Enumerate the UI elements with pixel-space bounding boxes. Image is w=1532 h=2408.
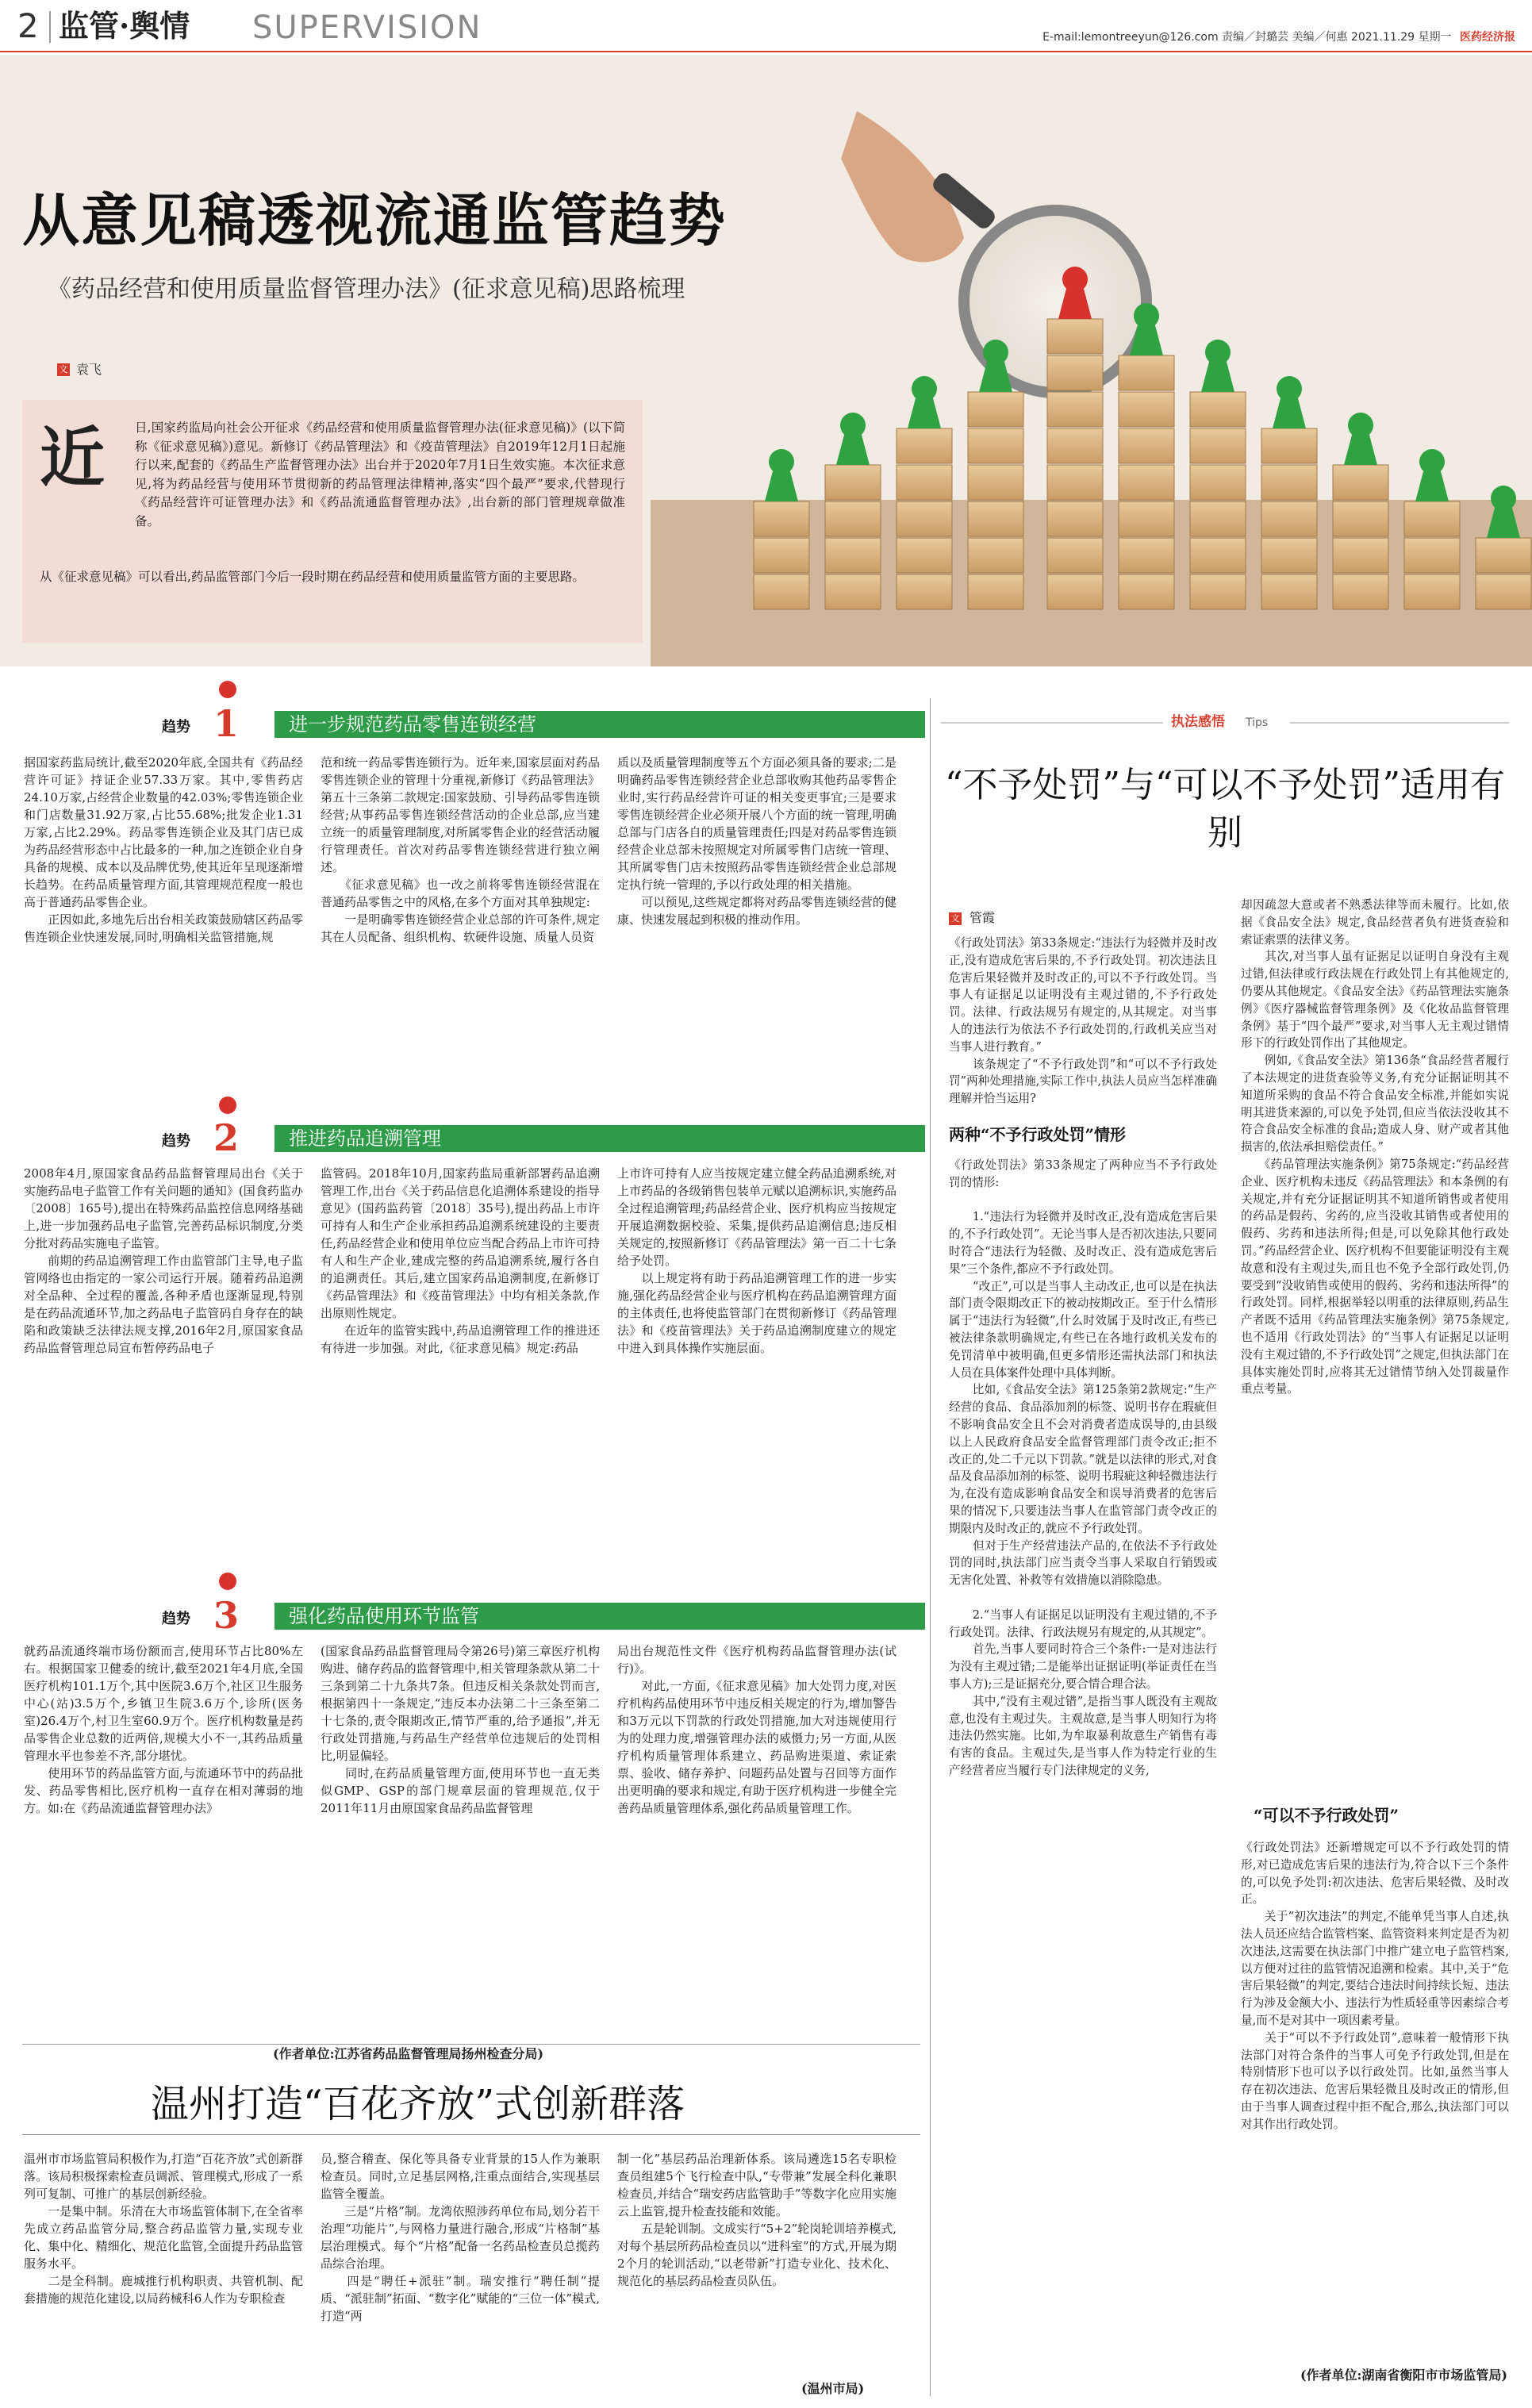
pawn-icon (219, 681, 236, 698)
wenzhou-column: 温州市市场监管局积极作为,打造“百花齐放”式创新群落。该局积极探索检查员调派、管理模式,形成了一系列可复制、可推广的基层创新经验。 一是集中制。乐清在大市场监管体制下,在全省率先成立药品监管分局,整合药品监管力量,实现专业化、集中化、精细化、规范化监管,全面提升药品监管服务水平。 二是全科制。鹿城推行机构职责、共管机制、配套措施的规范化建设,以局药械科6人作为专职检查 (24, 2152, 303, 2306)
wood-block (1190, 465, 1246, 500)
wenzhou-column: 员,整合稽查、保化等具备专业背景的15人作为兼职检查员。同时,立足基层网格,注重点面结合,实现基层监管全覆盖。 三是“片格”制。龙湾依照涉药单位布局,划分若干治理“功能片”,与网格力量进行融合,形成“片格制”基层治理模式。每个“片格”配备一名药品检查员总揽药品综合治理。 四是“聘任+派驻”制。瑞安推行“聘任制”提质、“派驻制”拓面、“数字化”赋能的“三位一体”模式,打造“两 (321, 2152, 600, 2323)
wood-block (1476, 574, 1531, 609)
tips-credit: (作者单位:湖南省衡阳市市场监管局) (1300, 2368, 1507, 2383)
masthead-divider (49, 11, 51, 43)
trend-label: 趋势 (162, 1611, 190, 1627)
wood-block (1047, 574, 1103, 609)
pawn-icon (219, 1096, 236, 1114)
wood-block (897, 501, 952, 536)
divider (22, 2044, 920, 2045)
wood-block (754, 574, 809, 609)
pawn-head (1062, 267, 1088, 292)
wood-block (968, 428, 1023, 463)
trend-title-bar: 强化药品使用环节监管 (275, 1603, 925, 1630)
lead-drop-cap: 近 (40, 420, 106, 496)
wood-block (1047, 355, 1103, 390)
wood-block (1119, 392, 1174, 427)
wood-block (825, 574, 881, 609)
divider (22, 2134, 920, 2135)
tips-label-en: Tips (1246, 716, 1269, 729)
wood-block (897, 574, 952, 609)
section-title: 监管·舆情 (59, 8, 190, 44)
tips-label: 执法感悟 (1171, 714, 1225, 730)
paper-name: 医药经济报 (1460, 31, 1515, 44)
wood-block (1404, 501, 1460, 536)
tips-subheading: “可以不予行政处罚” (1254, 1806, 1400, 1825)
wood-block (897, 428, 952, 463)
pawn-head (1205, 340, 1231, 365)
headline: 从意见稿透视流通监管趋势 (22, 186, 728, 254)
wood-block (1047, 501, 1103, 536)
wood-block (1404, 538, 1460, 573)
pawn-head (1348, 413, 1373, 438)
pawn-head (1277, 376, 1302, 401)
trend-label: 趋势 (162, 719, 190, 735)
wood-block (1119, 428, 1174, 463)
lead-text-2: 从《征求意见稿》可以看出,药品监管部门今后一段时期在药品经营和使用质量监管方面的主要思路。 (40, 570, 585, 584)
wood-block (1119, 538, 1174, 573)
masthead-meta (984, 30, 1515, 44)
wood-block (1261, 465, 1317, 500)
trend-column: 监管码。2018年10月,国家药监局重新部署药品追溯管理工作,出台《关于药品信息化追溯体系建设的指导意见》(国药监药管〔2018〕35号),提出药品上市许可持有人和生产企业承担药品追溯系统建设的主要责任,药品经营企业和使用单位应当配合药品上市许可持有人和生产企业,建成完整的药品追溯系统,履行各自的追溯责任。其后,建立国家药品追溯制度,在新修订《药品管理法》和《疫苗管理法》中均有相关条款,作出原则性规定。 在近年的监管实践中,药品追溯管理工作的推进还有待进一步加强。对此,《征求意见稿》规定:药品 (321, 1166, 600, 1355)
wenzhou-title: 温州打造“百花齐放”式创新群落 (151, 2082, 685, 2126)
wood-block (754, 538, 809, 573)
masthead (0, 0, 1532, 52)
pawn-head (1134, 303, 1159, 328)
tips-column: 《行政处罚法》还新增规定可以不予行政处罚的情形,对已造成危害后果的违法行为,符合以下三个条件的,可以免予处罚:初次违法、危害后果轻微、及时改正。 关于“初次违法”的判定,不能单凭当事人自述,执法人员还应结合监管档案、监管资料来判定是否为初次违法,这需要在执法部门中推广建立电子监管档案,以方便对过往的监管情况追溯和检索。其中,关于“危害后果轻微”的判定,要结合违法时间持续长短、违法行为涉及金额大小、违法行为性质轻重等因素综合考量,而不是对其中一项因素考量。 关于“可以不予行政处罚”,意味着一般情形下执法部门对符合条件的当事人可免予行政处罚,但是在特别情形下也可以予以行政处罚。比如,虽然当事人存在初次违法、危害后果轻微且及时改正的情形,但由于当事人调查过程中拒不配合,那么,执法部门可以对其作出行政处罚。 (1241, 1841, 1509, 2131)
trend-label: 趋势 (162, 1133, 190, 1150)
tips-column: 却因疏忽大意或者不熟悉法律等而未履行。比如,依据《食品安全法》规定,食品经营者负有进货查验和索证索票的法律义务。 其次,对当事人虽有证据足以证明自身没有主观过错,但法律或行政法规在行政处罚上有其他规定的,仍要从其他规定。《食品安全法》《药品管理法实施条例》《医疗器械监督管理条例》及《化妆品监督管理条例》基于“四个最严”要求,对当事人无主观过错情形下的行政处罚作出了其他规定。 例如,《食品安全法》第136条“食品经营者履行了本法规定的进货查验等义务,有充分证据证明其不知道所采购的食品不符合食品安全标准,并能如实说明其进货来源的,可以免予处罚,但应当依法没收其不符合食品安全标准的食品;造成人身、财产或者其他损害的,依法承担赔偿责任。” 《药品管理法实施条例》第75条规定:“药品经营企业、医疗机构未违反《药品管理法》和本条例的有关规定,并有充分证据证明其不知道所销售或者使用的药品是假药、劣药的,应当没收其销售或者使用的假药、劣药和违法所得;但是,可以免除其他行政处罚。”药品经营企业、医疗机构不但要能证明没有主观故意和没有主观过失,而且也不免予全部行政处罚,仍要受到“没收销售或使用的假药、劣药和违法所得”的行政处罚。同样,根据举轻以明重的法律原则,药品生产者既不适用《药品管理法实施条例》第75条规定,也不适用《行政处罚法》的“当事人有证据足以证明没有主观过错的,不予行政处罚”之规定,但执法部门在具体实施处罚时,应将其无过错情节纳入处罚裁量作重点考量。 (1241, 898, 1509, 1396)
trend-number: 3 (213, 1594, 239, 1637)
author-name: 袁飞 (76, 362, 102, 377)
wood-block (1047, 428, 1103, 463)
trend-title-bar: 进一步规范药品零售连锁经营 (275, 711, 925, 738)
wood-block (825, 465, 881, 500)
wood-block (1119, 501, 1174, 536)
wood-block (1261, 538, 1317, 573)
trend-column: 范和统一药品零售连锁行为。近年来,国家层面对药品零售连锁企业的管理十分重视,新修订《药品管理法》第五十三条第二款规定:国家鼓励、引导药品零售连锁经营;从事药品零售连锁经营活动的企业总部,应当建立统一的质量管理制度,对所属零售企业的经营活动履行管理责任。首次对药品零售连锁经营进行独立阐述。 《征求意见稿》也一改之前将零售连锁经营混在普通药品零售之中的风格,在多个方面对其单独规定: 一是明确零售连锁经营企业总部的许可条件,规定其在人员配备、组织机构、软硬件设施、质量人员资 (321, 755, 600, 944)
trend-number: 2 (213, 1116, 239, 1159)
section-title-en: SUPERVISION (252, 10, 482, 46)
wood-block (1190, 538, 1246, 573)
column-rule (930, 698, 931, 2396)
trend-column: (国家食品药品监督管理局令第26号)第三章医疗机构购进、储存药品的监督管理中,相关管理条款从第二十三条到第二十九条共7条。但违反相关条款处罚而言,根据第四十一条规定,“违反本办法第二十三条至第二十七条的,责令限期改正,情节严重的,给予通报”,并无行政处罚措施,与药品生产经营单位违规后的处罚相比,明显偏轻。 同时,在药品质量管理方面,使用环节也一直无类似GMP、GSP的部门规章层面的管理规范,仅于2011年11月由原国家食品药品监督管理 (321, 1644, 600, 1815)
wood-block (968, 501, 1023, 536)
pawn-head (1419, 449, 1445, 474)
wood-block (968, 392, 1023, 427)
wood-block (897, 538, 952, 573)
wood-block (1476, 538, 1531, 573)
trend-column: 上市许可持有人应当按规定建立健全药品追溯系统,对上市药品的各级销售包装单元赋以追溯标识,实施药品全过程追溯管理;药品经营企业、医疗机构应当按规定开展追溯数据校验、采集,提供药品追溯信息;违反相关规定的,按照新修订《药品管理法》第一百二十七条给予处罚。 以上规定将有助于药品追溯管理工作的进一步实施,强化药品经营企业与医疗机构在药品追溯管理方面的主体责任,也将使监管部门在贯彻新修订《药品管理法》和《疫苗管理法》关于药品追溯制度建立的规定中进入到具体操作实施层面。 (617, 1166, 897, 1355)
wood-block (1333, 574, 1388, 609)
tips-title: “不予处罚”与“可以不予处罚”适用有别 (945, 765, 1505, 853)
wood-block (968, 574, 1023, 609)
wood-block (1190, 574, 1246, 609)
tips-subheading: 两种“不予行政处罚”情形 (949, 1125, 1127, 1144)
wood-block (897, 465, 952, 500)
tips-column: 《行政处罚法》第33条规定了两种应当不予行政处罚的情形: 1.“违法行为轻微并及时改正,没有造成危害后果的,不予行政处罚”。无论当事人是否初次违法,只要同时符合“违法行为轻微、及时改正、没有造成危害后果”三个条件,都应不予行政处罚。 “改正”,可以是当事人主动改正,也可以是在执法部门责令限期改正下的被动按期改正。至于什么情形属于“违法行为轻微”,什么时效属于及时改正,有些已被法律条款明确规定,有些已在各地行政机关发布的免罚清单中被明确,但更多情形还需执法部门和执法人员在具体案件处理中具体判断。 比如,《食品安全法》第125条第2款规定:“生产经营的食品、食品添加剂的标签、说明书存在瑕疵但不影响食品安全且不会对消费者造成误导的,由县级以上人民政府食品安全监督管理部门责令改正;拒不改正的,处二千元以下罚款。”就是以法律的形式,对食品及食品添加剂的标签、说明书瑕疵这种轻微违法行为,在没有造成影响食品安全和误导消费者的危害后果的情况下,只要违法当事人在监管部门责令改正的期限内及时改正的,就应不予行政处罚。 但对于生产经营违法产品的,在依法不予行政处罚的同时,执法部门应当责令当事人采取自行销毁或无害化处置、补救等有效措施以消除隐患。 2.“当事人有证据足以证明没有主观过错的,不予行政处罚。法律、行政法规另有规定的,从其规定”。 首先,当事人要同时符合三个条件:一是对违法行为没有主观过错;二是能举出证据证明(举证责任在当事人方);三是证据充分,要合情合理合法。 其中,“没有主观过错”,是指当事人既没有主观故意,也没有主观过失。主观故意,是当事人明知行为将违法仍然实施。比如,为牟取暴利故意生产销售有毒有害的食品。主观过失,是当事人作为特定行业的生产经营者应当履行专门法律规定的义务, (949, 1158, 1217, 1777)
pawn-head (983, 340, 1008, 365)
wood-block (1047, 319, 1103, 354)
trend-column: 据国家药监局统计,截至2020年底,全国共有《药品经营许可证》持证企业57.33万家。其中,零售药店24.10万家,占经营企业数量的42.03%;零售连锁企业和门店数量31.92万家,占比55.68%;批发企业1.31万家,占比2.29%。药品零售连锁企业及其门店已成为药品经营形态中占比最多的一种,加之连锁企业自身具备的规模、成本以及品牌优势,使其近年呈现逐渐增长趋势。在药品质量管理方面,其管理规范程度一般也高于普通药品零售企业。 正因如此,多地先后出台相关政策鼓励辖区药品零售连锁企业快速发展,同时,明确相关监管措施,规 (24, 755, 303, 944)
author-credit: (作者单位:江苏省药品监督管理局扬州检查分局) (273, 2046, 544, 2061)
pawn-icon (219, 1573, 236, 1590)
trend-column: 局出台规范性文件《医疗机构药品监督管理办法(试行)》。 对此,一方面,《征求意见稿》加大处罚力度,对医疗机构药品使用环节中违反相关规定的行为,增加警告和3万元以下罚款的行政处罚措施,加大对违规使用行为的处理力度,增强管理办法的威慑力;另一方面,从医疗机构质量管理体系建立、药品购进渠道、索证索票、验收、储存养护、问题药品处置与召回等方面作出更明确的要求和规定,有助于医疗机构进一步健全完善药品质量管理体系,强化药品质量管理工作。 (617, 1644, 897, 1815)
wood-block (1333, 538, 1388, 573)
author-mark: 文 (949, 912, 962, 925)
wood-block (825, 501, 881, 536)
trend-title-bar: 推进药品追溯管理 (275, 1125, 925, 1152)
wood-block (754, 501, 809, 536)
wood-block (968, 538, 1023, 573)
author-name: 管霞 (969, 910, 996, 925)
meta-text: E-mail:lemontreeyun@126.com 责编／封璐芸 美编／何惠 2021.11.29 星期一 (1042, 31, 1452, 44)
wood-block (825, 538, 881, 573)
wood-block (1190, 428, 1246, 463)
wood-block (1333, 465, 1388, 500)
wood-block (1261, 574, 1317, 609)
wenzhou-credit: (温州市局) (801, 2381, 865, 2396)
wood-block (1047, 392, 1103, 427)
wood-block (1047, 465, 1103, 500)
subhead: 《药品经营和使用质量监督管理办法》(征求意见稿)思路梳理 (48, 275, 685, 303)
pawn-head (1491, 486, 1516, 511)
pawn-head (840, 413, 866, 438)
trend-number: 1 (213, 702, 239, 745)
pawn-head (769, 449, 794, 474)
wood-block (1261, 428, 1317, 463)
author-mark: 文 (57, 363, 70, 376)
lead-text: 日,国家药监局向社会公开征求《药品经营和使用质量监督管理办法(征求意见稿)》(以下简称《征求意见稿》)意见。新修订《药品管理法》和《疫苗管理法》自2019年12月1日起施行以来,配套的《药品生产监督管理办法》出台并于2020年7月1日生效实施。本次征求意见,将为药品经营与使用环节贯彻新的药品管理法律精神,落实“四个最严”要求,代替现行《药品经营许可证管理办法》和《药品流通监督管理办法》,出台新的部门管理规章做准备。 (135, 421, 625, 528)
wood-block (1261, 501, 1317, 536)
wood-block (1047, 538, 1103, 573)
wood-block (1333, 501, 1388, 536)
wenzhou-column: 制一化”基层药品治理新体系。该局遴选15名专职检查员组建5个飞行检查中队,“专带兼”发展全科化兼职检查员,并结合“瑞安药店监管助手”等数字化应用实施云上监管,提升检查技能和效能。 五是轮训制。文成实行“5+2”轮岗轮训培养模式,对每个基层所药品检查员以“进科室”的方式,开展为期2个月的轮训活动,“以老带新”打造专业化、技术化、规范化的基层药品检查员队伍。 (617, 2152, 897, 2288)
wood-block (968, 465, 1023, 500)
pawn-head (912, 376, 937, 401)
wood-block (1119, 465, 1174, 500)
tips-column: 《行政处罚法》第33条规定:“违法行为轻微并及时改正,没有造成危害后果的,不予行政处罚。初次违法且危害后果轻微并及时改正的,可以不予行政处罚。当事人有证据足以证明没有主观过错的,不予行政处罚。法律、行政法规另有规定的,从其规定。对当事人的违法行为依法不予行政处罚的,行政机关应当对当事人进行教育。” 该条规定了“不予行政处罚”和“可以不予行政处罚”两种处理措施,实际工作中,执法人员应当怎样准确理解并恰当运用? (949, 936, 1217, 1106)
tips-band (941, 714, 1509, 732)
wood-block (1119, 574, 1174, 609)
trend-column: 2008年4月,原国家食品药品监督管理局出台《关于实施药品电子监管工作有关问题的通知》(国食药监办〔2008〕165号),提出在特殊药品监控信息网络基础上,进一步加强药品电子监管,完善药品标识制度,分类分批对药品实施电子监管。 前期的药品追溯管理工作由监管部门主导,电子监管网络也由指定的一家公司运行开展。随着药品追溯对全品种、全过程的覆盖,各种矛盾也逐渐显现,特别是在药品流通环节,加之药品电子监管码自身存在的缺陷和政策缺乏法律法规支撑,2016年2月,原国家食品药品监督管理总局宣布暂停药品电子 (24, 1166, 303, 1355)
wood-block (1190, 392, 1246, 427)
trend-column: 质以及质量管理制度等五个方面必须具备的要求;二是明确药品零售连锁经营企业总部收购其他药品零售企业时,实行药品经营许可证的相关变更事宜;三是要求零售连锁经营企业必须开展八个方面的统一管理,明确总部与门店各自的质量管理责任;四是对药品零售连锁经营企业总部未按照规定对所属零售门店统一管理、其所属零售门店未按照药品零售连锁经营企业总部规定执行统一管理的,予以行政处理的相关措施。 可以预见,这些规定都将对药品零售连锁经营的健康、快速发展起到积极的推动作用。 (617, 755, 897, 927)
page-number: 2 (17, 6, 39, 45)
wood-block (1190, 501, 1246, 536)
wood-block (1119, 355, 1174, 390)
wood-block (1404, 574, 1460, 609)
trend-column: 就药品流通终端市场份额而言,使用环节占比80%左右。根据国家卫健委的统计,截至2021年4月底,全国医疗机构101.1万个,其中医院3.6万个,社区卫生服务中心(站)3.5万个,乡镇卫生院3.6万个,诊所(医务室)26.4万个,村卫生室60.9万个。医疗机构数量是药品零售企业总数的近两倍,规模大小不一,其药品质量管理水平也参差不齐,部分堪忧。 使用环节的药品监管方面,与流通环节中的药品批发、药品零售相比,医疗机构一直存在相对薄弱的地方。如:在《药品流通监督管理办法》 (24, 1644, 303, 1815)
